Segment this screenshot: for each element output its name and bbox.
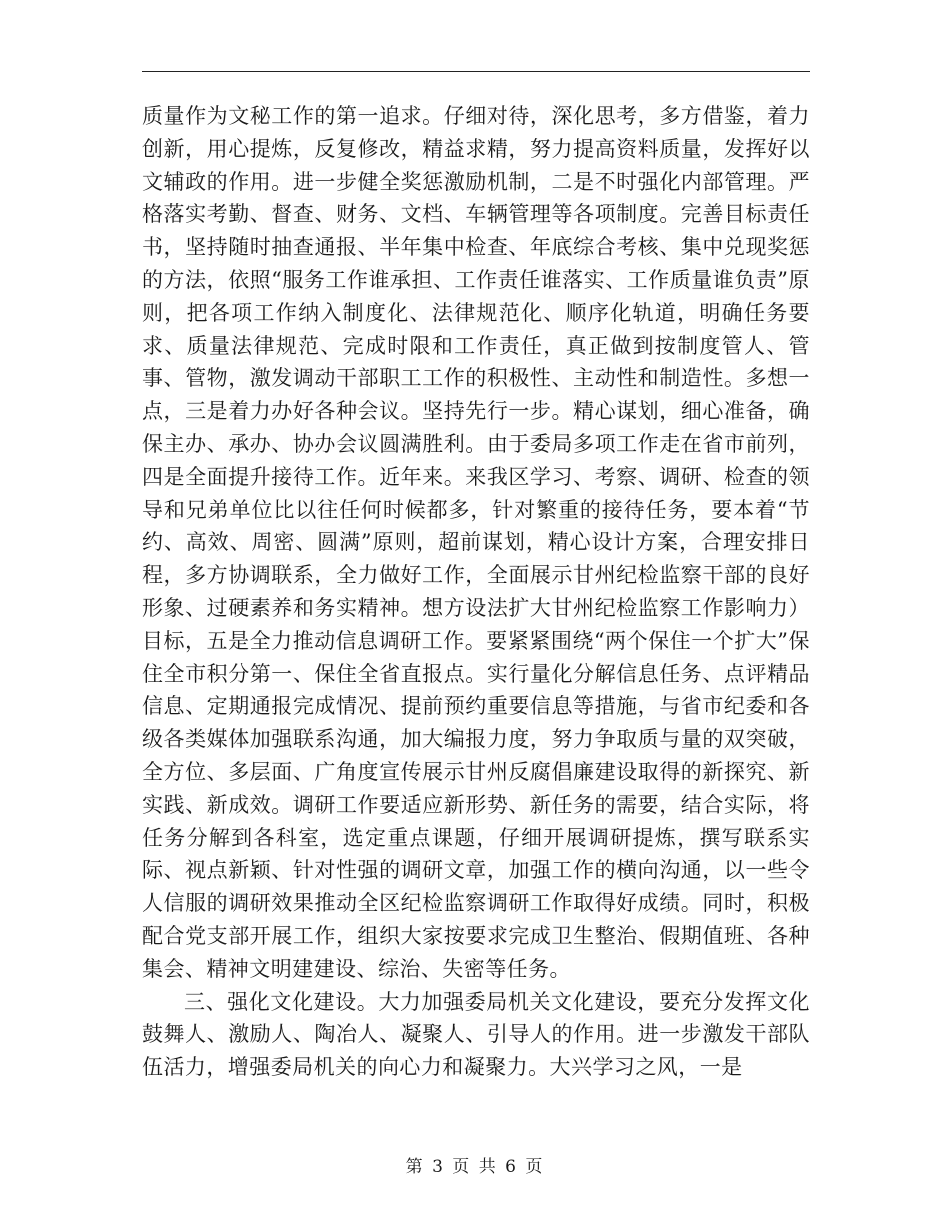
page-footer	[0, 1152, 950, 1177]
document-body	[142, 100, 810, 1084]
body-paragraph: 质量作为文秘工作的第一追求。仔细对待，深化思考，多方借鉴，着力创新，用心提炼，反复修改，精益求精，努力提高资料质量，发挥好以文辅政的作用。进一步健全奖惩激励机制，二是不时强化内部管理。严格落实考勤、督查、财务、文档、车辆管理等各项制度。完善目标责任书，坚持随时抽查通报、半年集中检查、年底综合考核、集中兑现奖惩的方法，依照“服务工作谁承担、工作责任谁落实、工作质量谁负责”原则，把各项工作纳入制度化、法律规范化、顺序化轨道，明确任务要求、质量法律规范、完成时限和工作责任，真正做到按制度管人、管事、管物，激发调动干部职工工作的积极性、主动性和制造性。多想一点，三是着力办好各种会议。坚持先行一步。精心谋划，细心准备，确保主办、承办、协办会议圆满胜利。由于委局多项工作走在省市前列，四是全面提升接待工作。近年来。来我区学习、考察、调研、检查的领导和兄弟单位比以往任何时候都多，针对繁重的接待任务，要本着“节约、高效、周密、圆满”原则，超前谋划，精心设计方案，合理安排日程，多方协调联系，全力做好工作，全面展示甘州纪检监察干部的良好形象、过硬素养和务实精神。想方设法扩大甘州纪检监察工作影响力）目标，五是全力推动信息调研工作。要紧紧围绕“两个保住一个扩大”保住全市积分第一、保住全省直报点。实行量化分解信息任务、点评精品信息、定期通报完成情况、提前预约重要信息等措施，与省市纪委和各级各类媒体加强联系沟通，加大编报力度，努力争取质与量的双突破，全方位、多层面、广角度宣传展示甘州反腐倡廉建设取得的新探究、新实践、新成效。调研工作要适应新形势、新任务的需要，结合实际，将任务分解到各科室，选定重点课题，仔细开展调研提炼，撰写联系实际、视点新颖、针对性强的调研文章，加强工作的横向沟通，以一些令人信服的调研效果推动全区纪检监察调研工作取得好成绩。同时，积极配合党支部开展工作，组织大家按要求完成卫生整治、假期值班、各种集会、精神文明建建设、综治、失密等任务。	[142, 104, 810, 981]
page-number: 第 3 页 共 6 页	[405, 1157, 545, 1177]
header-rule	[142, 71, 810, 72]
body-paragraph: 三、强化文化建设。大力加强委局机关文化建设，要充分发挥文化鼓舞人、激励人、陶冶人、凝聚人、引导人的作用。进一步激发干部队伍活力，增强委局机关的向心力和凝聚力。大兴学习之风，一是	[142, 989, 810, 1080]
